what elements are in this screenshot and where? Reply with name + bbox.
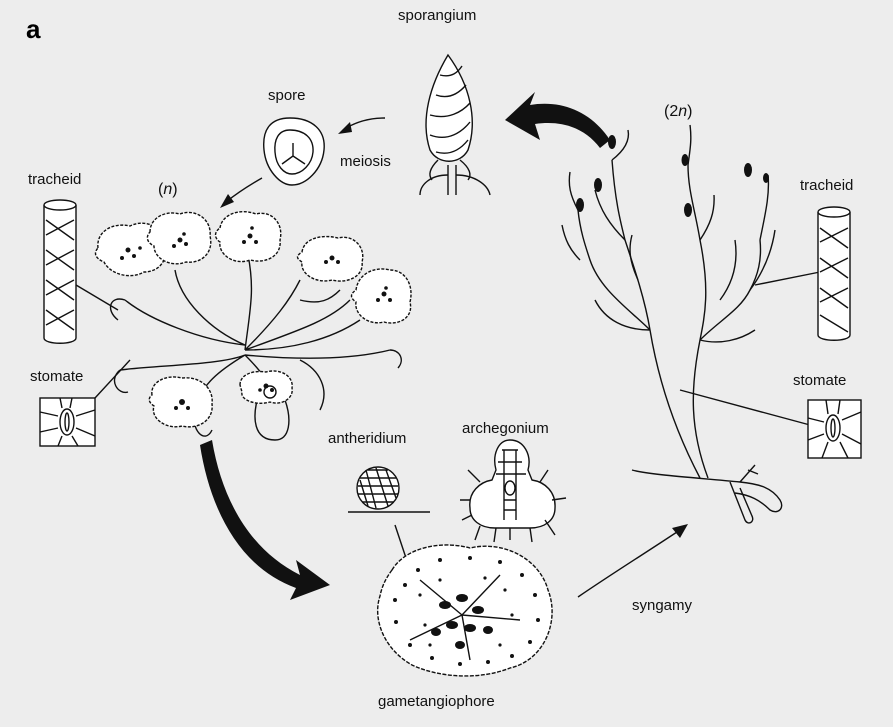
- label-stomate-left: stomate: [30, 368, 84, 385]
- label-antheridium: antheridium: [328, 430, 407, 447]
- label-stomate-right: stomate: [793, 372, 847, 389]
- spore-germination-arrow: [220, 178, 262, 208]
- meiosis-arrow: [338, 118, 385, 134]
- label-tracheid-left: tracheid: [28, 171, 82, 188]
- sporophyte-drawing: [562, 125, 820, 523]
- label-diploid: (2n): [664, 103, 693, 120]
- label-tracheid-right: tracheid: [800, 177, 854, 194]
- stomate-right-drawing: [808, 400, 861, 458]
- label-haploid: (n): [158, 181, 178, 198]
- syngamy-arrow: [578, 524, 688, 597]
- spore-drawing: [264, 118, 324, 185]
- panel-letter: a: [26, 14, 41, 44]
- label-gametangiophore: gametangiophore: [378, 693, 495, 710]
- gametangiophore-drawing: [378, 545, 552, 676]
- tracheid-left-drawing: [44, 200, 118, 343]
- label-meiosis: meiosis: [340, 153, 391, 170]
- tracheid-right-drawing: [818, 207, 850, 340]
- label-spore: spore: [268, 87, 306, 104]
- label-archegonium: archegonium: [462, 420, 549, 437]
- release-arrow: [505, 92, 610, 148]
- label-syngamy: syngamy: [632, 597, 693, 614]
- gametophyte-drawing: [96, 212, 412, 440]
- sporangium-drawing: [420, 55, 490, 195]
- label-sporangium: sporangium: [398, 7, 477, 24]
- gametangia-arrow: [200, 440, 330, 600]
